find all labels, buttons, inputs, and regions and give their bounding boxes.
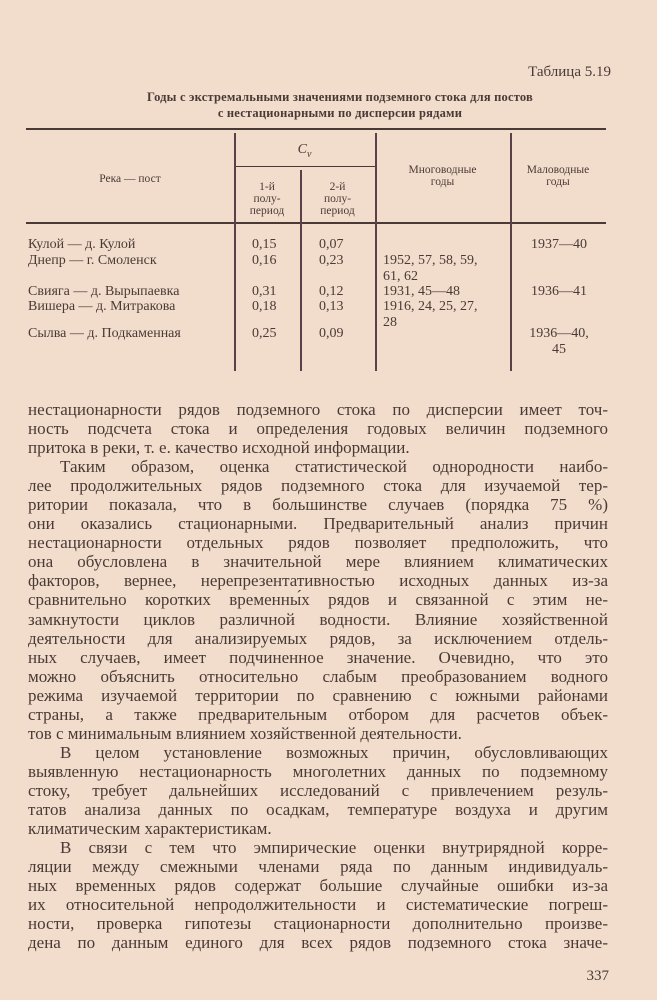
- page-number: 337: [586, 968, 609, 984]
- text-line: ных случаев, имеет подчиненное значение. Очевидно, что это: [28, 647, 608, 667]
- cell-cv2: 0,09: [319, 326, 344, 341]
- text-line: ритории показала, что в большинстве случаев (порядка 75 %): [28, 495, 608, 515]
- text-line: тов с минимальным влиянием хозяйственной деятельности.: [28, 723, 462, 743]
- cell-high-water: 1916, 24, 25, 27,: [383, 299, 478, 314]
- text-line: нестационарности рядов подземного стока по дисперсии имеет точ-: [28, 400, 608, 419]
- header-high-water-line: Многоводные: [408, 164, 477, 176]
- cell-cv2: 0,07: [319, 237, 344, 252]
- cell-cv1: 0,18: [252, 299, 277, 314]
- text-line: факторов, вернее, нерепрезентативностью исходных данных из-за: [28, 571, 608, 591]
- cell-cv2: 0,13: [319, 299, 344, 314]
- text-line: лее продолжительных рядов подземного стока для изучаемой тер-: [28, 476, 608, 496]
- cell-low-water: 1936—40,: [529, 326, 589, 341]
- header-low-water-line: Маловодные: [526, 164, 590, 176]
- header-half1-line: 1-й: [259, 181, 275, 193]
- text-line: ность подсчета стока и определения годовых величин подземного: [28, 419, 608, 439]
- table-number: Таблица 5.19: [528, 64, 611, 80]
- cv-divider: [234, 166, 375, 167]
- text-line: ных временных рядов содержат большие случайные ошибки из-за: [28, 876, 608, 896]
- cell-river-post: Кулой — д. Кулой: [28, 237, 136, 252]
- table-title-line-1: Годы с экстремальными значениями подземного стока для постов: [147, 90, 533, 104]
- header-cv: $C_v$: [297, 142, 312, 160]
- text-line: она обусловлена в значительной мере влиянием климатических: [28, 552, 608, 572]
- text-line: сравнительно коротких временны́х рядов и связанной с этим не-: [28, 590, 608, 610]
- text-line: их относительной непродолжительности и систематические погреш-: [28, 895, 608, 915]
- column-divider: [234, 133, 236, 371]
- header-high-water-line: годы: [430, 176, 455, 188]
- text-line: режима изучаемой территории по сравнению с южными районами: [28, 685, 608, 705]
- cell-high-water: 1931, 45—48: [383, 284, 460, 299]
- body-text: [28, 400, 608, 952]
- header-river-post: Река — пост: [99, 173, 161, 185]
- cell-cv2: 0,12: [319, 284, 344, 299]
- text-line: притока в реки, т. е. качество исходной информации.: [28, 438, 410, 458]
- cell-low-water: 1937—40: [531, 237, 587, 252]
- cell-cv1: 0,25: [252, 326, 277, 341]
- text-line: деятельности для анализируемых рядов, за исключением отдель-: [28, 628, 608, 648]
- cell-river-post: Сылва — д. Подкаменная: [28, 326, 181, 341]
- cell-river-post: Свияга — д. Вырыпаевка: [28, 284, 180, 299]
- text-line: В целом установление возможных причин, обусловливающих: [60, 742, 608, 762]
- text-line: ляции между смежными членами ряда по данным индивидуаль-: [28, 857, 608, 877]
- table-title-line-2: с нестационарными по дисперсии рядами: [217, 106, 463, 120]
- header-half2-line: 2-й: [329, 181, 346, 193]
- cell-high-water: 1952, 57, 58, 59,: [383, 253, 478, 268]
- text-line: замкнутости циклов различной водности. Влияние хозяйственной: [28, 609, 608, 629]
- header-half1: [234, 181, 300, 217]
- text-line: можно объяснить относительно слабым преобразованием водного: [28, 666, 608, 686]
- header-low-water-line: годы: [546, 176, 570, 188]
- cell-high-water: 28: [383, 314, 397, 330]
- text-line: страны, а также предварительным отбором для расчетов объек-: [28, 704, 608, 724]
- table-top-rule: [26, 128, 606, 130]
- header-high-water: [375, 164, 510, 188]
- cell-low-water: 1936—41: [531, 284, 587, 299]
- text-line: выявленную нестационарность многолетних данных по подземному: [28, 761, 608, 781]
- header-low-water: [510, 164, 606, 188]
- header-half2-line: полу-: [323, 193, 352, 205]
- cell-low-water: 45: [552, 341, 566, 357]
- text-line: нестационарности отдельных рядов позволяет предположить, что: [28, 533, 608, 553]
- text-line: климатическим характеристикам.: [28, 819, 272, 839]
- text-line: В связи с тем что эмпирические оценки внутрирядной корре-: [60, 838, 608, 858]
- cell-cv2: 0,23: [319, 253, 344, 268]
- text-line: стоку, требует дальнейших исследований с привлечением резуль-: [28, 780, 608, 800]
- text-line: ности, проверка гипотезы стационарности дополнительно произве-: [28, 914, 608, 934]
- cell-river-post: Вишера — д. Митракова: [28, 299, 176, 314]
- text-line: Таким образом, оценка статистической однородности наибо-: [60, 457, 608, 477]
- cell-cv1: 0,15: [252, 237, 277, 252]
- text-line: они оказались стационарными. Предварительный анализ причин: [28, 514, 608, 534]
- cv-subscript: v: [306, 148, 312, 160]
- cell-high-water: 61, 62: [383, 268, 418, 284]
- cell-cv1: 0,31: [252, 284, 277, 299]
- header-half2: [300, 181, 375, 217]
- header-half2-line: период: [320, 205, 355, 217]
- header-half1-line: полу-: [253, 193, 281, 205]
- header-bottom-rule: [26, 222, 606, 224]
- text-line: дена по данным единого для всех рядов подземного стока значе-: [28, 933, 608, 953]
- header-half1-line: период: [249, 205, 285, 217]
- text-line: татов анализа данных по осадкам, температуре воздуха и другим: [28, 799, 608, 819]
- cell-cv1: 0,16: [252, 253, 277, 268]
- cell-river-post: Днепр — г. Смоленск: [28, 253, 157, 268]
